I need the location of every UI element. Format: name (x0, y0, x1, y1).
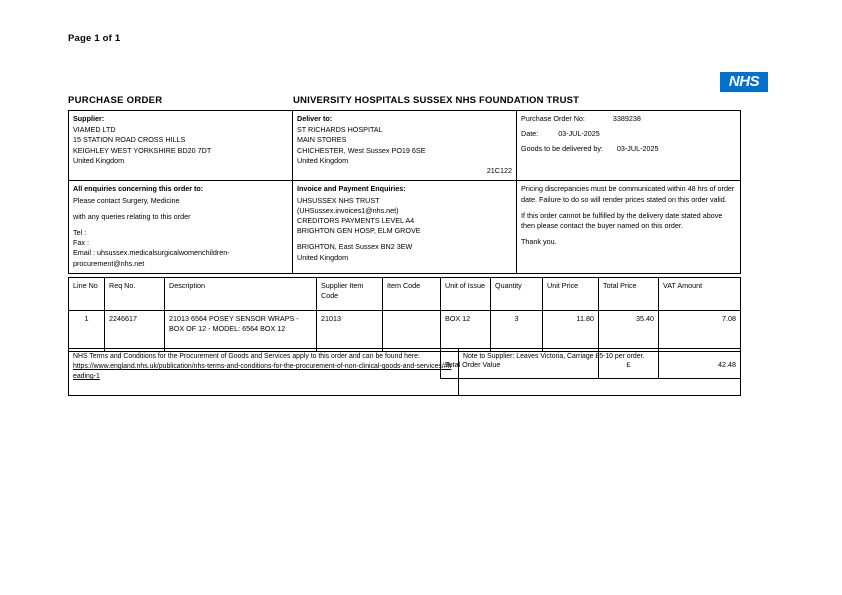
column-header-supplier-item-code: Supplier Item Code (317, 278, 383, 311)
cell-total-price: 35.40 (599, 311, 659, 352)
column-header-unit-price: Unit Price (543, 278, 599, 311)
enquiries-contact: Please contact Surgery, Medicine (73, 195, 180, 205)
terms-text: NHS Terms and Conditions for the Procurement of Goods and Services apply to this order and can be found here: (73, 353, 420, 360)
delivery-date-label: Goods to be delivered by: (521, 144, 603, 154)
enquiries-fax: Fax : (73, 238, 89, 248)
pricing-notice-paragraph-2: If this order cannot be fulfilled by the delivery date stated above then please contact the buyer named on this order. (521, 210, 723, 230)
column-header-line-no: Line No (69, 278, 105, 311)
deliver-to-line-2: MAIN STORES (297, 135, 347, 145)
deliver-to-line-3: CHICHESTER, West Sussex PO19 6SE (297, 145, 426, 155)
deliver-to-ref: 21C122 (486, 166, 512, 176)
deliver-to-line-4: United Kingdom (297, 155, 349, 165)
supplier-line-2: 15 STATION ROAD CROSS HILLS (73, 135, 186, 145)
column-header-unit-of-issue: Unit of Issue (441, 278, 491, 311)
invoice-line-7: United Kingdom (297, 252, 349, 262)
invoice-line-2: (UHSussex.invoices1@nhs.net) (297, 205, 399, 215)
total-order-value: 42.48 (659, 352, 741, 379)
cell-supplier-item-code: 21013 (317, 311, 383, 352)
pricing-notice-paragraph-3: Thank you. (521, 237, 557, 247)
supplier-line-1: VIAMED LTD (73, 125, 116, 135)
invoice-enquiries-title: Invoice and Payment Enquiries: (297, 184, 406, 194)
cell-vat-amount: 7.08 (659, 311, 741, 352)
footer-notes-table (68, 348, 741, 396)
column-header-req-no: Req No. (105, 278, 165, 311)
delivery-date-row (521, 144, 736, 154)
column-header-item-code: Item Code (383, 278, 441, 311)
total-order-value-label: Total Order Value (441, 352, 599, 379)
nhs-logo: NHS (720, 72, 768, 92)
line-items-header-row (69, 278, 741, 311)
cell-req-no: 2246617 (105, 311, 165, 352)
enquiries-email (73, 248, 288, 268)
total-order-currency: £ (599, 352, 659, 379)
cell-unit-price: 11.80 (543, 311, 599, 352)
order-date-label: Date: (521, 129, 539, 139)
supplier-cell (69, 111, 293, 181)
pricing-notice-paragraph-1: Pricing discrepancies must be communicated within 48 hrs of order date. Failure to do so will render prices stated on this order valid. (521, 184, 735, 204)
trust-name-heading: UNIVERSITY HOSPITALS SUSSEX NHS FOUNDATION TRUST (293, 95, 580, 106)
cell-unit-of-issue: BOX 12 (441, 311, 491, 352)
invoice-enquiries-cell (293, 181, 517, 274)
page-title: PURCHASE ORDER (68, 95, 163, 106)
purchase-order-number-value: 3389238 (612, 114, 641, 123)
footer-notes-row (69, 349, 741, 396)
pricing-notice-cell (517, 181, 741, 274)
enquiries-email-value: uhsussex.medicalsurgicalwomenchildren-procurement@nhs.net (73, 248, 230, 268)
invoice-line-4: BRIGHTON GEN HOSP, ELM GROVE (297, 226, 421, 236)
cell-item-code (383, 311, 441, 352)
order-information-table (68, 110, 741, 274)
order-date-value: 03-JUL-2025 (558, 129, 600, 139)
terms-link[interactable]: https://www.england.nhs.uk/publication/nhs-terms-and-conditions-for-the-procurement-of-non-clinical-goods-and-services/#heading-1 (73, 363, 452, 380)
purchase-order-number-row (521, 114, 736, 124)
supplier-note-cell (459, 349, 741, 396)
order-date-row (521, 129, 736, 139)
column-header-description: Description (165, 278, 317, 311)
terms-cell (69, 349, 459, 396)
supplier-title: Supplier: (73, 114, 105, 123)
delivery-date-value: 03-JUL-2025 (616, 144, 659, 154)
enquiries-tel: Tel : (73, 227, 87, 237)
invoice-line-3: CREDITORS PAYMENTS LEVEL A4 (297, 215, 415, 225)
deliver-to-line-1: ST RICHARDS HOSPITAL (297, 125, 383, 135)
deliver-to-title: Deliver to: (297, 114, 333, 123)
enquiries-row (69, 181, 741, 274)
supplier-line-4: United Kingdom (73, 155, 125, 165)
enquiries-cell (69, 181, 293, 274)
page-number: Page 1 of 1 (68, 33, 121, 44)
cell-description: 21013 6564 POSEY SENSOR WRAPS - BOX OF 12 - MODEL: 6564 BOX 12 (165, 311, 317, 352)
enquiries-queries: with any queries relating to this order (73, 211, 191, 221)
deliver-to-cell (293, 111, 517, 181)
supplier-line-3: KEIGHLEY WEST YORKSHIRE BD20 7DT (73, 145, 212, 155)
column-header-vat-amount: VAT Amount (659, 278, 741, 311)
cell-line-no: 1 (69, 311, 105, 352)
invoice-line-6: BRIGHTON, East Sussex BN2 3EW (297, 242, 413, 252)
cell-quantity: 3 (491, 311, 543, 352)
addresses-row (69, 111, 741, 181)
order-details-cell (517, 111, 741, 181)
purchase-order-number-label: Purchase Order No: (521, 114, 585, 123)
invoice-line-1: UHSUSSEX NHS TRUST (297, 195, 380, 205)
enquiries-title: All enquiries concerning this order to: (73, 184, 204, 194)
enquiries-email-label: Email : (73, 248, 95, 258)
supplier-note-text: Note to Supplier: Leaves Victoria, Carriage £5-10 per order. (463, 353, 645, 360)
column-header-total-price: Total Price (599, 278, 659, 311)
table-row (69, 311, 741, 352)
column-header-quantity: Quantity (491, 278, 543, 311)
